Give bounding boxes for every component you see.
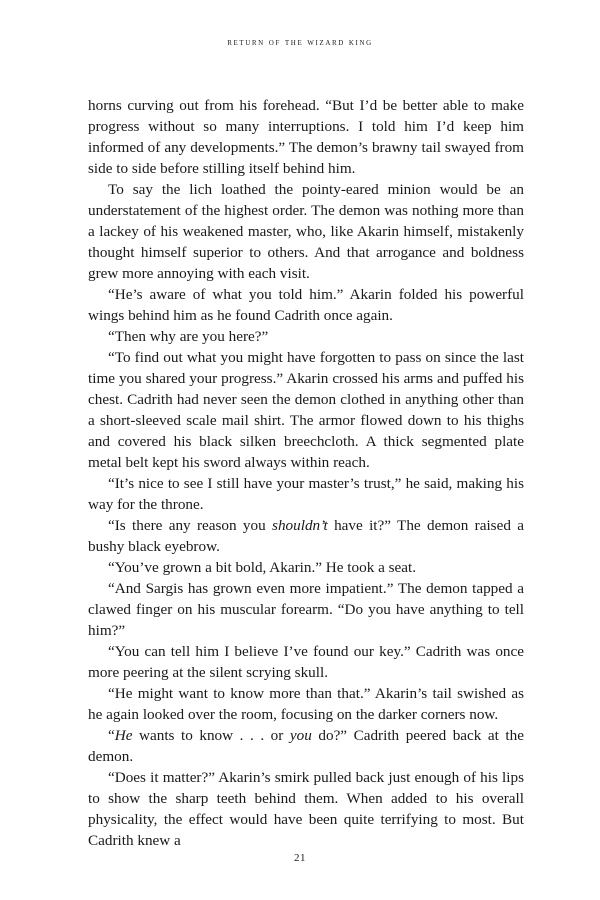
emphasis: shouldn’t xyxy=(272,517,328,534)
paragraph: “Then why are you here?” xyxy=(108,328,269,345)
paragraph: “You can tell him I believe I’ve found our key.” Cadrith was once more peering at the silent scrying skull. xyxy=(88,643,524,681)
paragraph: “Is there any reason you shouldn’t have it?” The demon raised a bushy black eyebrow. xyxy=(88,517,524,555)
paragraph: “He wants to know . . . or you do?” Cadrith peered back at the demon. xyxy=(88,727,524,765)
paragraph: “It’s nice to see I still have your master’s trust,” he said, making his way for the throne. xyxy=(88,475,524,513)
paragraph: To say the lich loathed the pointy-eared minion would be an understatement of the highest order. The demon was nothing more than a lackey of his weakened master, who, like Akarin himself, mistakenly thought himself superior to others. And that arrogance and boldness grew more annoying with each visit. xyxy=(88,181,524,282)
emphasis: you xyxy=(289,727,312,744)
paragraph: “And Sargis has grown even more impatient.” The demon tapped a clawed finger on his muscular forearm. “Do you have anything to tell him?” xyxy=(88,580,524,639)
paragraph: “To find out what you might have forgotten to pass on since the last time you shared your progress.” Akarin crossed his arms and puffed his chest. Cadrith had never seen the demon clothed in anything other than a short-sleeved scale mail shirt. The armor flowed down to his thighs and covered his black silken breechcloth. A thick segmented plate metal belt kept his sword always within reach. xyxy=(88,349,524,471)
emphasis: He xyxy=(114,727,133,744)
paragraph: horns curving out from his forehead. “But I’d be better able to make progress without so many interruptions. I told him I’d keep him informed of any developments.” The demon’s brawny tail swayed from side to side before stilling itself behind him. xyxy=(88,97,524,177)
paragraph: “He might want to know more than that.” Akarin’s tail swished as he again looked over the room, focusing on the darker corners now. xyxy=(88,685,524,723)
page-number: 21 xyxy=(294,852,306,864)
body-text xyxy=(88,95,524,851)
paragraph: “He’s aware of what you told him.” Akarin folded his powerful wings behind him as he found Cadrith once again. xyxy=(88,286,524,324)
running-head: return of the wizard king xyxy=(227,38,373,48)
paragraph: “Does it matter?” Akarin’s smirk pulled back just enough of his lips to show the sharp teeth behind them. When added to his overall physicality, the effect would have been quite terrifying to most. But Cadrith knew a xyxy=(88,769,524,849)
paragraph: “You’ve grown a bit bold, Akarin.” He took a seat. xyxy=(108,559,417,576)
